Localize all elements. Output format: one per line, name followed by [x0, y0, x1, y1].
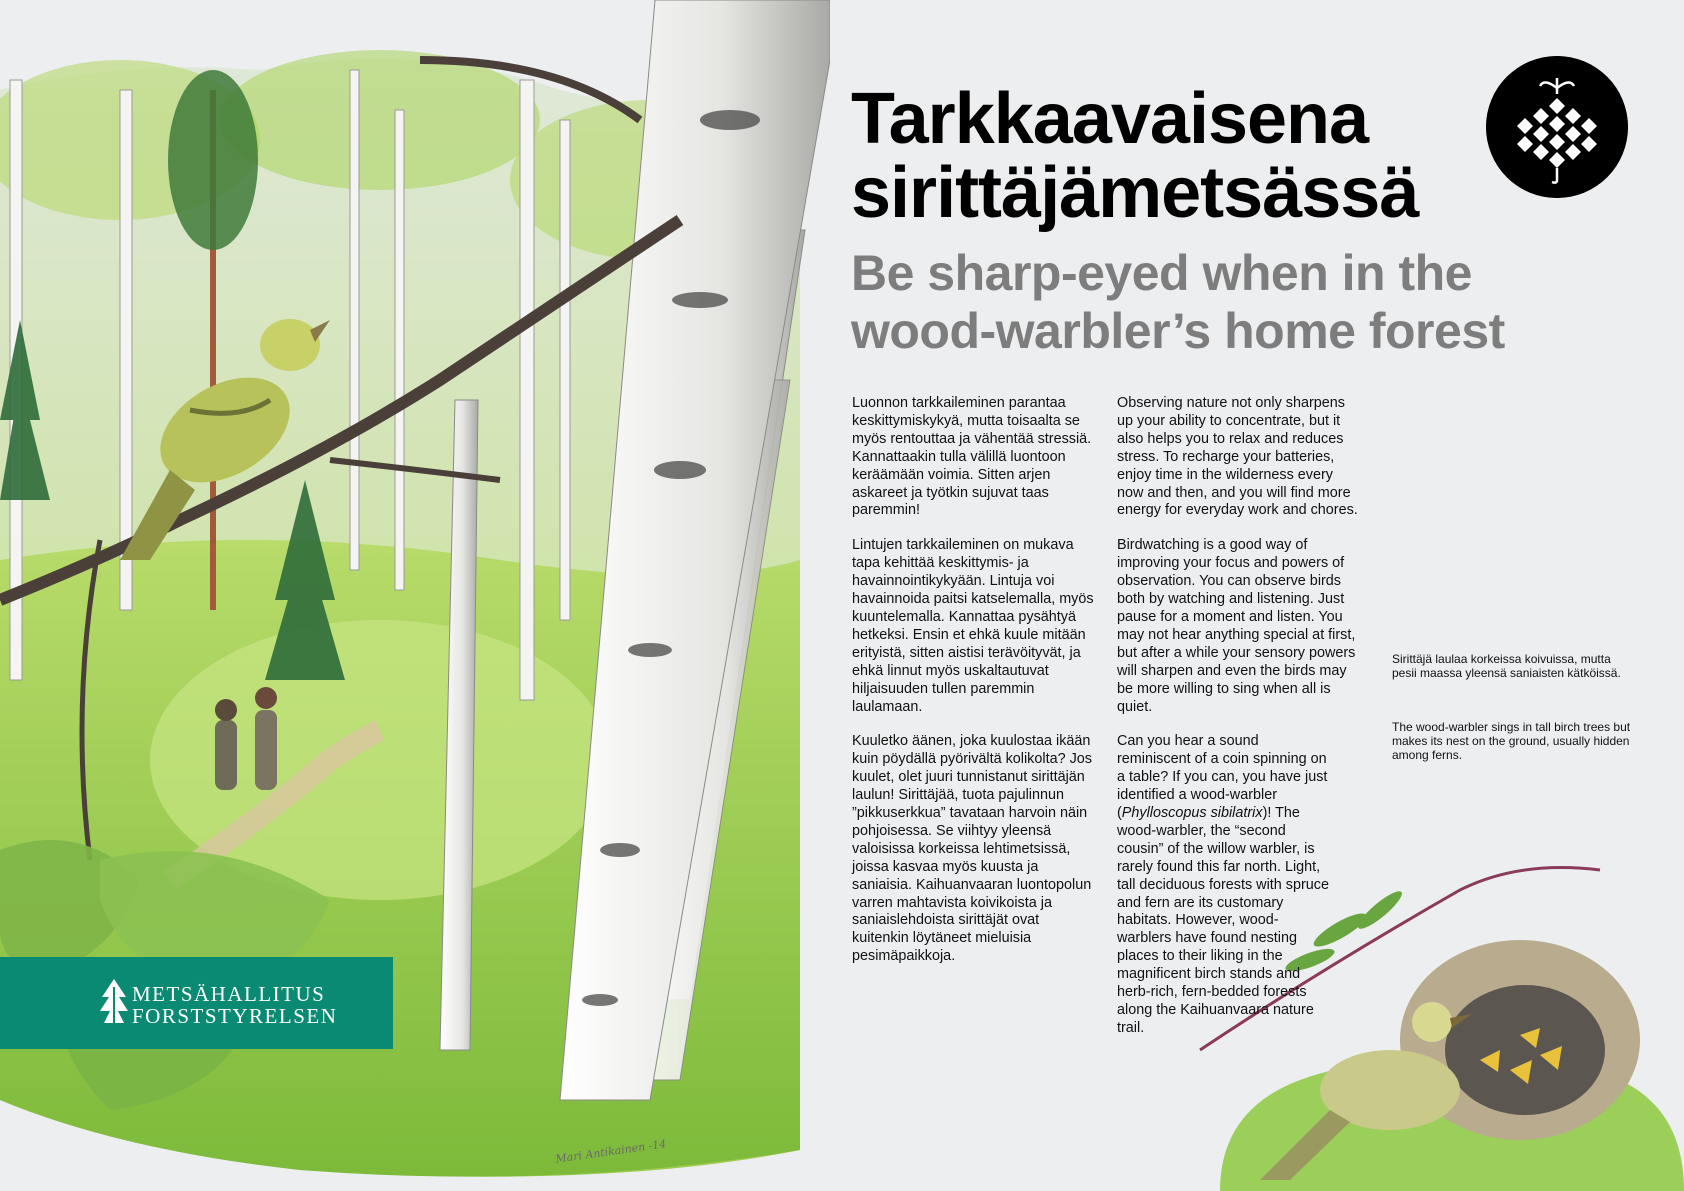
pine-cone-badge-icon: [1486, 56, 1628, 198]
english-paragraph: Birdwatching is a good way of improving your focus and powers of observation. You can observe birds both by watching and listening. Just pause for a moment and listen. You may not hear anything special at first, but after a while your sensory powers will sharpen and even the birds may be more willing to sing when all is quiet.: [1117, 537, 1356, 715]
logo-line: METSÄHALLITUS: [132, 982, 326, 1006]
finnish-paragraph: Luonnon tarkkaileminen parantaa keskittymiskykyä, mutta toisaalta se myös rentouttaa ja vähentää stressiä. Kannattaakin tulla välillä luontoon keräämään voimia. Sitten arjen askareet ja työtkin sujuvat taas paremmin!: [852, 395, 1092, 519]
caption-english: The wood-warbler sings in tall birch trees but makes its nest on the ground, usually hidden among ferns.: [1392, 720, 1631, 762]
logo-wordmark: [132, 983, 337, 1027]
artist-signature: Mari Antikainen -14: [554, 1137, 668, 1166]
english-paragraph: Observing nature not only sharpens up your ability to concentrate, but it also helps you to relax and reduces stress. To recharge your batteries, enjoy time in the wilderness every now and then, and you will find more energy for everyday work and chores.: [1117, 395, 1358, 519]
finnish-body-text: [852, 395, 1097, 983]
english-text-segment: )! The wood-warbler, the “second cousin” of the willow warbler, is rarely found this far north. Light, tall deciduous forests with spruce and fern are its customary habitats. However, wood-warblers have found nesting places to their liking in the magnificent birch stands and herb-rich, fern-bedded forests along the Kaihuanvaara nature trail.: [1117, 805, 1329, 1036]
finnish-paragraph: Kuuletko äänen, joka kuulostaa ikään kuin pöydällä pyörivältä kolikolta? Jos kuulet, olet juuri tunnistanut sirittäjän laulun! Sirittäjää, tuota pajulinnun ”pikkuserkkua” tavataan harvoin näin pohjoisessa. Se viihtyy yleensä valoisissa korkeissa lehtimetsissä, joissa kasvaa myös kuusta ja saniaisia. Kaihuanvaaran luontopolun varren mahtavista koivikoista ja saniaislehdoista sirittäjät ovat kuitenkin löytäneet mieluisia pesimäpaikkoja.: [852, 733, 1092, 965]
logo-line: FORSTSTYRELSEN: [132, 1004, 338, 1028]
species-name: Phylloscopus sibilatrix: [1121, 805, 1263, 822]
finnish-paragraph: Lintujen tarkkaileminen on mukava tapa kehittää keskittymis- ja havainnointikykyään. Lintuja voi havainnoida paitsi katselemalla, myös kuuntelemalla. Kannattaa pysähtyä hetkeksi. Ensin et ehkä kuule mitään erityistä, sitten aistisi terävöityvät, ja ehkä linnut myös uskaltautuvat hiljaisuuden tullen paremmin laulamaan.: [852, 537, 1094, 715]
english-paragraph: [1117, 733, 1332, 1037]
metsahallitus-tree-logo-icon: [98, 977, 130, 1027]
metsahallitus-logo: [0, 957, 393, 1049]
english-body-text: [1117, 395, 1362, 1055]
english-text-segment: Can you hear a sound reminiscent of a coin spinning on a table? If you can, you have just identified a wood-warbler (: [1117, 733, 1328, 822]
caption-finnish: Sirittäjä laulaa korkeissa koivuissa, mutta pesii maassa yleensä saniaisten kätköissä.: [1392, 652, 1621, 680]
title-english: Be sharp-eyed when in the wood-warbler’s home forest: [851, 245, 1505, 359]
title-finnish: Tarkkaavaisena sirittäjämetsässä: [851, 79, 1419, 233]
